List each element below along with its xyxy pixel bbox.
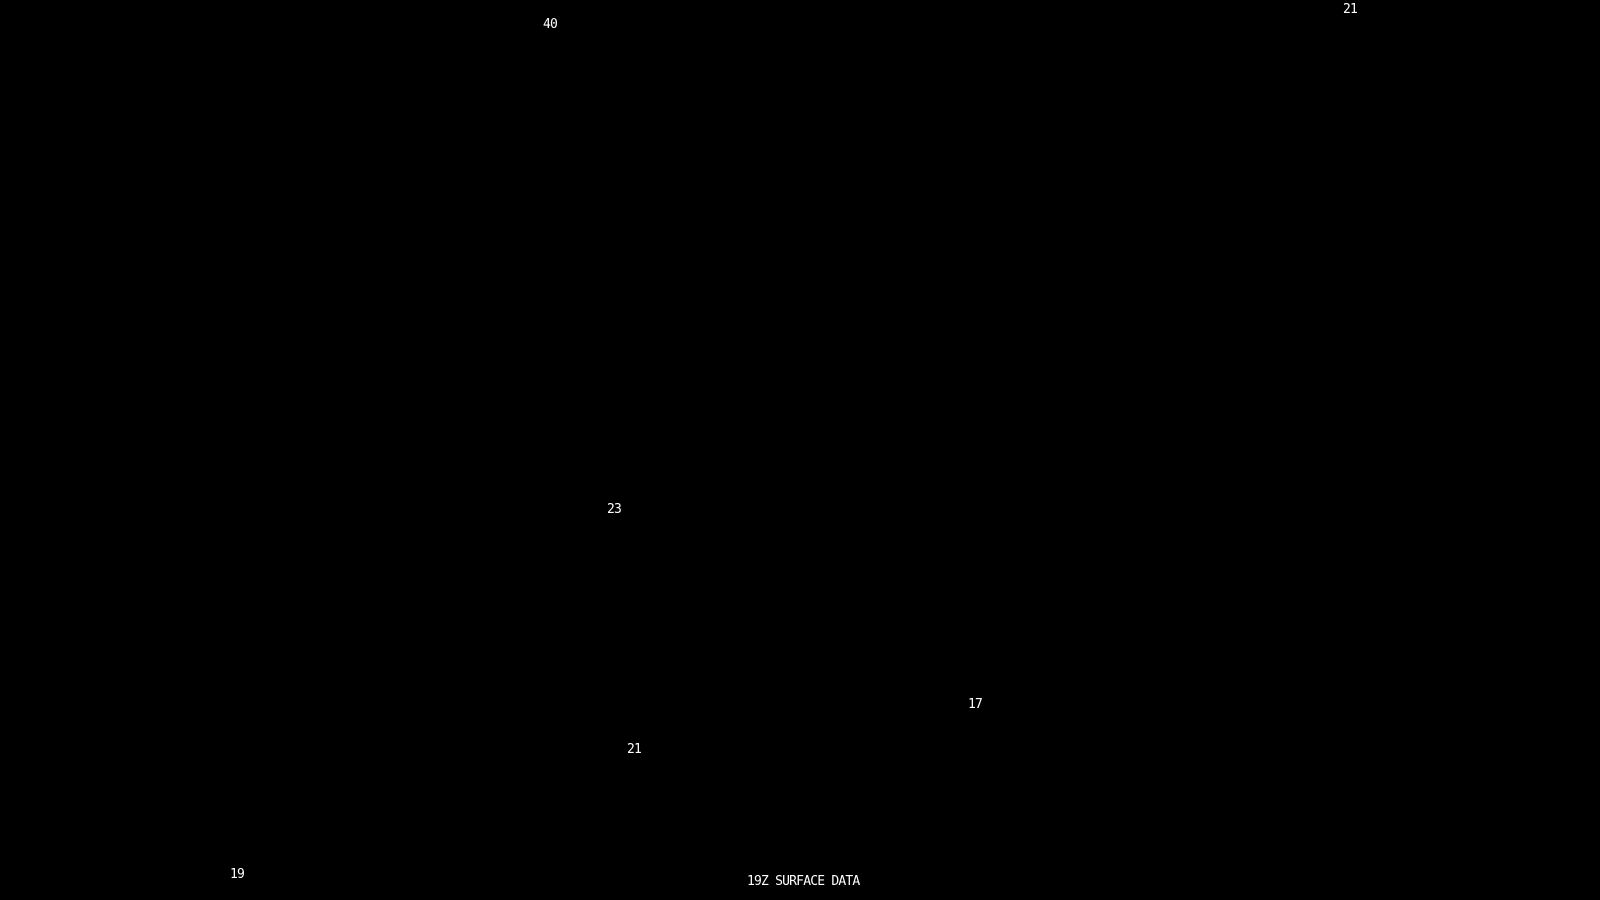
station-value: 21 — [1343, 2, 1358, 17]
plot-title: 19Z SURFACE DATA — [747, 874, 860, 889]
station-value: 17 — [968, 697, 983, 712]
station-value: 40 — [543, 17, 558, 32]
station-value: 19 — [230, 867, 245, 882]
station-value: 23 — [607, 502, 622, 517]
station-value: 21 — [627, 742, 642, 757]
